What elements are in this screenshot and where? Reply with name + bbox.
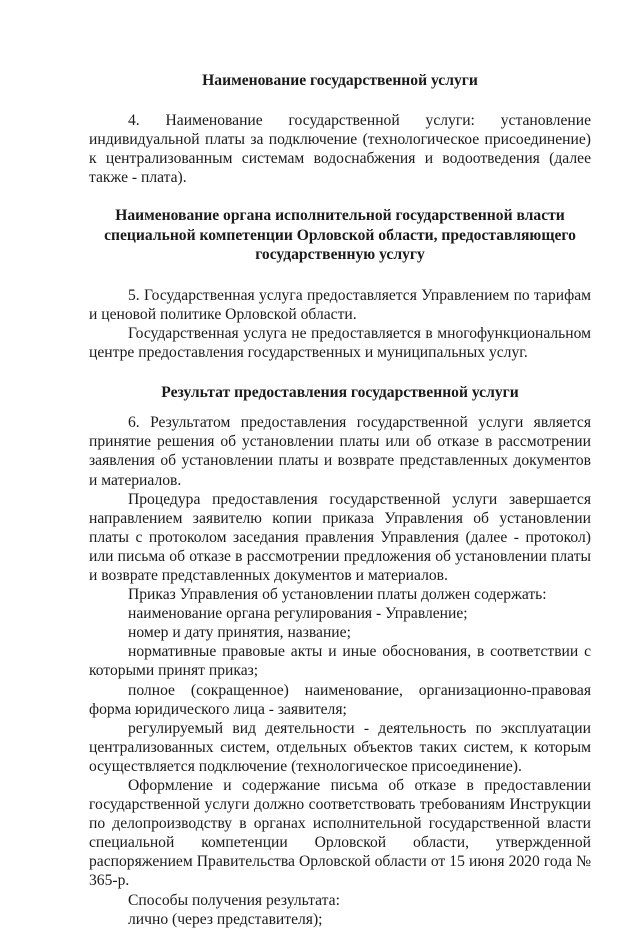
section-service-name: [89, 71, 591, 187]
paragraph: 6. Результатом предоставления государственной услуги является принятие решения об установлении платы или об отказе в рассмотрении заявления об установлении платы и возврате представленных документов и материалов.: [89, 414, 591, 489]
section-authority: [89, 206, 591, 362]
list-item: нормативные правовые акты и иные обоснования, в соответствии с которыми принят приказ;: [89, 643, 591, 680]
paragraph: Оформление и содержание письма об отказе в предоставлении государственной услуги должно соответствовать требованиям Инструкции по делопроизводству в органах исполнительной государственной власти специальной компетенции Орловской области, утвержденной распоряжением Правительства Орловской области от 15 июня 2020 года № 365-р.: [89, 777, 591, 890]
document-page: [89, 63, 591, 929]
list-item: номер и дату принятия, название;: [128, 624, 351, 642]
paragraph: Приказ Управления об установлении платы должен содержать:: [128, 586, 547, 604]
section-heading: Наименование органа исполнительной государственной власти специальной компетенции Орловской области, предоставляющего государственную услугу: [104, 207, 576, 263]
paragraph: Процедура предоставления государственной услуги завершается направлением заявителю копии приказа Управления об установлении платы с протоколом заседания правления Управления (далее - протокол) или письма об отказе в рассмотрении предложения об установлении платы и возврате представленных документов и материалов.: [89, 490, 591, 584]
section-heading: Результат предоставления государственной услуги: [161, 384, 519, 402]
paragraph: 5. Государственная услуга предоставляется Управлением по тарифам и ценовой политике Орловской области.: [89, 286, 591, 323]
section-heading: Наименование государственной услуги: [202, 72, 478, 89]
list-item: полное (сокращенное) наименование, организационно-правовая форма юридического лица - заявителя;: [89, 681, 591, 718]
section-result: [89, 383, 591, 929]
list-item: регулируемый вид деятельности - деятельность по эксплуатации централизованных систем, отдельных объектов таких систем, к которым осуществляется подключение (технологическое присоединение).: [89, 719, 591, 775]
list-item: наименование органа регулирования - Управление;: [128, 605, 468, 623]
paragraph: 4. Наименование государственной услуги: установление индивидуальной платы за подключение (технологическое присоединение) к централизованным системам водоснабжения и водоотведения (далее также - плата).: [89, 112, 591, 187]
paragraph: Способы получения результата:: [128, 891, 340, 909]
list-item: лично (через представителя);: [128, 910, 323, 928]
paragraph: Государственная услуга не предоставляется в многофункциональном центре предоставления государственных и муниципальных услуг.: [89, 324, 591, 362]
